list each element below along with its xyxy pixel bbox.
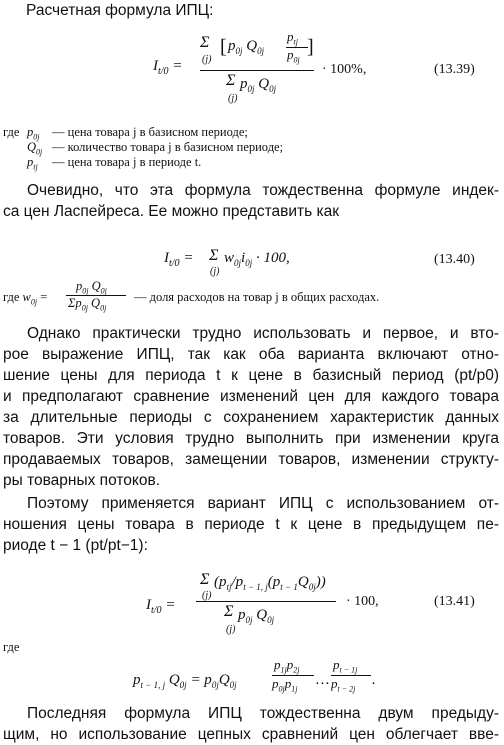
definition-q0j: — количество товара j в базисном периоде; xyxy=(52,140,284,154)
paragraph-line: са цен Ласпейреса. Ее можно представить как xyxy=(3,203,340,220)
paragraph-line: Поэтому применяется вариант ИПЦ с использованием от- xyxy=(27,495,499,512)
equation-number: (13.41) xyxy=(434,594,475,609)
equation-number: (13.40) xyxy=(434,252,475,267)
textbook-page: Расчетная формула ИПЦ: $I_{t/0}$ = Σ (j) [ $p_{0j}$ $Q_{0j}$ $p_{tj}$ $p_{0j}$ ] Σ $p_{0j}$ $Q_{0j}$ (j) · 100%, (13.39) где $p_{0j}$ — цена товара j в базисном периоде; $Q_{0j}$ — количество товара j в базисном периоде; $p_{tj}$ — цена товара j в периоде t. Очевидно, что эта формула тождественна формуле индек- са цен Ласпейреса. Ее можно представить как $I_{t/0}$ = Σ (j) $w_{0j}i_{0j} \cdot 100$, (13.40) где $w_{0j}$ = $p_{0j}$ $Q_{0j}$ $\Sigma p_{0j}$ $Q_{0j}$ — доля расходов на товар j в общих расходах. Однако практически трудно использовать и первое, и вто- рое выражение ИПЦ, так как оба варианта включают отно- шение цены для периода t к цене в базисный период (pt/p0) и предполагают сравнение изменений цен для каждого товара за длительные периоды с сохранением характеристик данных товаров. Эти условия трудно выполнить при изменении круга продаваемых товаров, замещении товаров, изменении структу- ры товарных потоков. Поэтому применяется вариант ИПЦ с использованием от- ношения цены товара в периоде t к цене в предыдущем пе- риоде t − 1 (pt/pt−1): $I_{t/0}$ = Σ (j) $(p_{tj}/p_{t - 1, j}(p_{t - 1}Q_{0j}))$ Σ $p_{0j}$ $Q_{0j}$ (j) · 100, (13.41) где $p_{t - 1, j}$ $Q_{0j} = p_{0j}Q_{0j}$ $p_{1j}p_{2j}$ $p_{0j}p_{1j}$ … $p_{t - 1j}$ $p_{t - 2j}$ . Последняя формула ИПЦ тождественна двум предыду- щим, но использование цепных сравнений цен облегчает вве- xyxy=(3,2,499,743)
paragraph-line: ношения цены товара в периоде t к цене в предыдущем пе- xyxy=(3,516,499,533)
where-label: где xyxy=(3,640,20,654)
paragraph-line: продаваемых товаров, замещении товаров, изменении структу- xyxy=(3,451,499,468)
paragraph-line: и предполагают сравнение изменений цен для каждого товара xyxy=(3,388,499,405)
paragraph-line: шение цены для периода t к цене в базисный период (pt/p0) xyxy=(3,367,499,384)
paragraph-line: Очевидно, что эта формула тождественна формуле индек- xyxy=(27,182,499,199)
paragraph-line: товаров. Эти условия трудно выполнить при изменении круга xyxy=(3,430,499,447)
paragraph-line: Последняя формула ИПЦ тождественна двум предыду- xyxy=(27,705,499,722)
formula-heading: Расчетная формула ИПЦ: xyxy=(26,2,214,19)
paragraph-line: щим, но использование цепных сравнений цен облегчает вве- xyxy=(3,726,499,743)
weight-definition-text: — доля расходов на товар j в общих расходах. xyxy=(134,290,380,304)
equation-number: (13.39) xyxy=(434,62,475,77)
paragraph-line: ры товарных потоков. xyxy=(3,472,161,489)
paragraph-line: Однако практически трудно использовать и первое, и вто- xyxy=(27,325,499,342)
definition-p0j: — цена товара j в базисном периоде; xyxy=(52,125,248,139)
paragraph-line: рое выражение ИПЦ, так как оба варианта включают отно- xyxy=(3,346,499,363)
paragraph-line: за длительные периоды с сохранением характеристик данных xyxy=(3,409,499,426)
paragraph-line: риоде t − 1 (pt/pt−1): xyxy=(3,537,148,554)
definition-ptj: — цена товара j в периоде t. xyxy=(52,155,202,169)
